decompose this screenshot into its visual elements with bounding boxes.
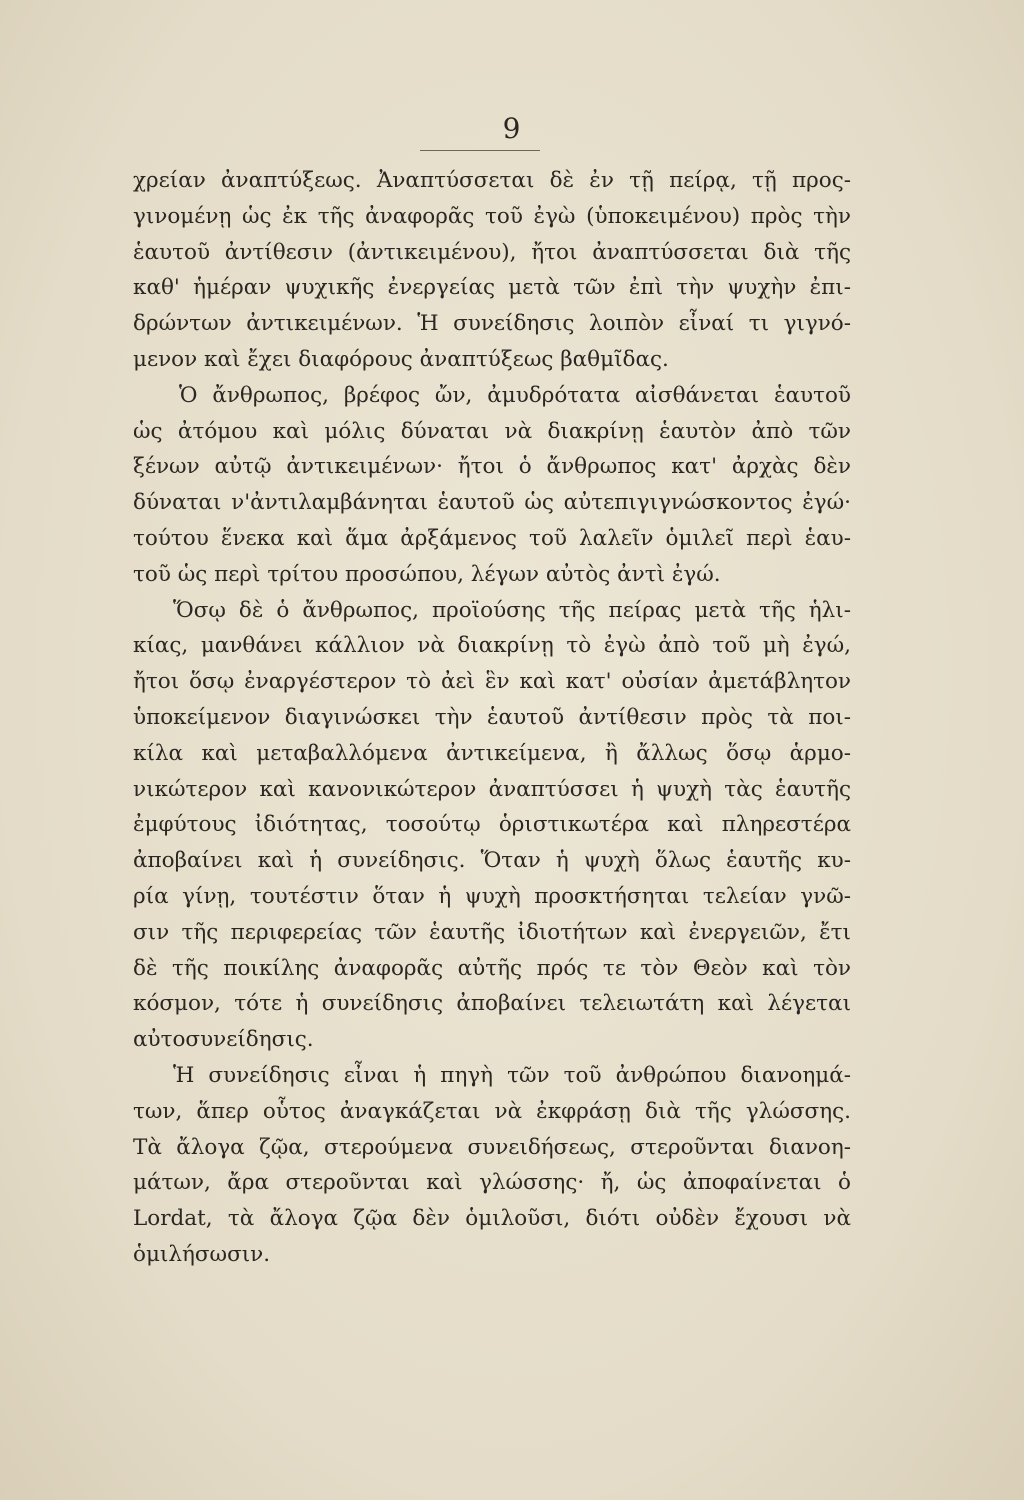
text-line: Lordat, τὰ ἄλογα ζῷα δὲν ὁμιλοῦσι, διότι οὐδὲν ἔχουσι νὰ	[133, 1206, 851, 1232]
text-line: ἀποβαίνει καὶ ἡ συνείδησις. Ὅταν ἡ ψυχὴ ὅλως ἑαυτῆς κυ-	[133, 848, 851, 874]
text-line: κίας, μανθάνει κάλλιον νὰ διακρίνῃ τὸ ἐγὼ ἀπὸ τοῦ μὴ ἐγώ,	[133, 633, 851, 659]
body-text	[133, 163, 851, 1273]
text-line: ἐμφύτους ἰδιότητας, τοσούτῳ ὁριστικωτέρα καὶ πληρεστέρα	[133, 812, 851, 838]
text-line: κόσμον, τότε ἡ συνείδησις ἀποβαίνει τελειωτάτη καὶ λέγεται	[133, 991, 851, 1017]
text-line: δρώντων ἀντικειμένων. Ἡ συνείδησις λοιπὸν εἶναί τι γιγνό-	[133, 311, 851, 337]
text-line: ἑαυτοῦ ἀντίθεσιν (ἀντικειμένου), ἤτοι ἀναπτύσσεται διὰ τῆς	[133, 239, 851, 265]
text-line: Ὅσῳ δὲ ὁ ἄνθρωπος, προϊούσης τῆς πείρας μετὰ τῆς ἡλι-	[173, 597, 851, 623]
header-rule	[420, 150, 540, 151]
text-line: των, ἅπερ οὗτος ἀναγκάζεται νὰ ἐκφράσῃ διὰ τῆς γλώσσης.	[133, 1098, 851, 1124]
text-line: Ἡ συνείδησις εἶναι ἡ πηγὴ τῶν τοῦ ἀνθρώπου διανοημά-	[173, 1062, 851, 1088]
page-number: 9	[502, 112, 522, 145]
text-line: ξένων αὐτῷ ἀντικειμένων· ἤτοι ὁ ἄνθρωπος κατ' ἀρχὰς δὲν	[133, 454, 851, 480]
text-line: ὡς ἀτόμου καὶ μόλις δύναται νὰ διακρίνῃ ἑαυτὸν ἀπὸ τῶν	[133, 418, 851, 444]
text-line: χρείαν ἀναπτύξεως. Ἀναπτύσσεται δὲ ἐν τῇ πείρᾳ, τῇ προς-	[133, 168, 851, 193]
text-line: μάτων, ἄρα στεροῦνται καὶ γλώσσης· ἤ, ὡς ἀποφαίνεται ὁ	[133, 1170, 851, 1196]
text-line: Ὁ ἄνθρωπος, βρέφος ὤν, ἀμυδρότατα αἰσθάνεται ἑαυτοῦ	[179, 382, 851, 408]
text-line: δὲ τῆς ποικίλης ἀναφορᾶς αὐτῆς πρός τε τὸν Θεὸν καὶ τὸν	[133, 955, 851, 981]
text-line: τοῦ ὡς περὶ τρίτου προσώπου, λέγων αὐτὸς ἀντὶ ἐγώ.	[133, 561, 721, 587]
text-line: Τὰ ἄλογα ζῷα, στερούμενα συνειδήσεως, στεροῦνται διανοη-	[133, 1134, 851, 1160]
text-line: γινομένῃ ὡς ἐκ τῆς ἀναφορᾶς τοῦ ἐγὼ (ὑποκειμένου) πρὸς τὴν	[133, 203, 851, 229]
text-line: τούτου ἕνεκα καὶ ἅμα ἀρξάμενος τοῦ λαλεῖν ὁμιλεῖ περὶ ἑαυ-	[133, 525, 851, 551]
text-line: ἤτοι ὅσῳ ἐναργέστερον τὸ ἀεὶ ἓν καὶ κατ' οὐσίαν ἀμετάβλητον	[133, 669, 851, 695]
text-line: κίλα καὶ μεταβαλλόμενα ἀντικείμενα, ἢ ἄλλως ὅσῳ ἁρμο-	[133, 740, 851, 766]
text-line: μενον καὶ ἔχει διαφόρους ἀναπτύξεως βαθμῖδας.	[133, 346, 669, 372]
text-line: καθ' ἡμέραν ψυχικῆς ἐνεργείας μετὰ τῶν ἐπὶ τὴν ψυχὴν ἐπι-	[133, 275, 851, 301]
text-line: σιν τῆς περιφερείας τῶν ἑαυτῆς ἰδιοτήτων καὶ ἐνεργειῶν, ἔτι	[133, 919, 851, 945]
text-line: ὁμιλήσωσιν.	[133, 1241, 271, 1267]
text-line: ρία γίνῃ, τουτέστιν ὅταν ἡ ψυχὴ προσκτήσηται τελείαν γνῶ-	[133, 883, 851, 909]
text-line: νικώτερον καὶ κανονικώτερον ἀναπτύσσει ἡ ψυχὴ τὰς ἑαυτῆς	[133, 776, 851, 802]
text-line: δύναται ν'ἀντιλαμβάνηται ἑαυτοῦ ὡς αὐτεπιγιγνώσκοντος ἐγώ·	[133, 490, 851, 516]
text-line: αὐτοσυνείδησις.	[133, 1027, 314, 1053]
text-line: ὑποκείμενον διαγινώσκει τὴν ἑαυτοῦ ἀντίθεσιν πρὸς τὰ ποι-	[133, 704, 851, 730]
